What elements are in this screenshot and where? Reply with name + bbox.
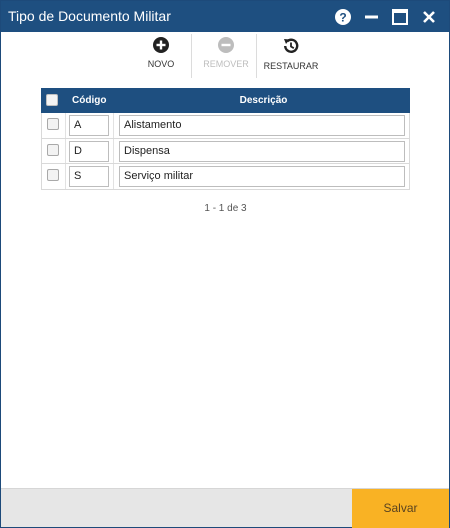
close-icon[interactable] — [419, 7, 439, 27]
title-bar[interactable] — [1, 1, 449, 32]
toolbar — [1, 34, 449, 80]
toolbar-divider — [256, 34, 257, 78]
codigo-input[interactable]: S — [69, 166, 109, 187]
remover-button[interactable] — [197, 34, 255, 80]
table-row — [41, 164, 410, 190]
document-type-grid — [41, 88, 410, 190]
table-row — [41, 113, 410, 139]
window-title: Tipo de Documento Militar — [8, 8, 171, 24]
cell-divider — [65, 139, 66, 164]
minimize-icon[interactable] — [362, 7, 382, 27]
pagination-info: 1 - 1 de 3 — [204, 203, 247, 214]
descricao-input[interactable]: Serviço militar — [119, 166, 405, 187]
minus-circle-icon — [217, 36, 235, 54]
svg-text:?: ? — [339, 10, 347, 25]
novo-label: NOVO — [147, 59, 175, 69]
novo-button[interactable] — [135, 34, 187, 80]
cell-divider — [113, 113, 114, 138]
grid-header — [41, 88, 410, 113]
codigo-input[interactable]: A — [69, 115, 109, 136]
select-all-checkbox[interactable] — [46, 94, 58, 106]
save-button[interactable]: Salvar — [352, 489, 449, 528]
table-row — [41, 139, 410, 165]
column-header-codigo[interactable]: Código — [72, 95, 107, 106]
remover-label: REMOVER — [203, 59, 249, 69]
row-checkbox[interactable] — [47, 144, 59, 156]
cell-divider — [113, 139, 114, 164]
restaurar-label: RESTAURAR — [263, 61, 319, 71]
restaurar-button[interactable] — [260, 34, 322, 80]
codigo-input[interactable]: D — [69, 141, 109, 162]
toolbar-divider — [191, 34, 192, 78]
help-icon[interactable] — [333, 7, 353, 27]
plus-circle-icon — [152, 36, 170, 54]
descricao-input[interactable]: Alistamento — [119, 115, 405, 136]
restore-history-icon — [281, 36, 301, 56]
footer-bar — [1, 488, 449, 527]
cell-divider — [113, 164, 114, 189]
descricao-input[interactable]: Dispensa — [119, 141, 405, 162]
cell-divider — [65, 164, 66, 189]
column-header-descricao[interactable]: Descrição — [239, 95, 288, 106]
row-checkbox[interactable] — [47, 118, 59, 130]
row-checkbox[interactable] — [47, 169, 59, 181]
maximize-icon[interactable] — [390, 7, 410, 27]
cell-divider — [65, 113, 66, 138]
